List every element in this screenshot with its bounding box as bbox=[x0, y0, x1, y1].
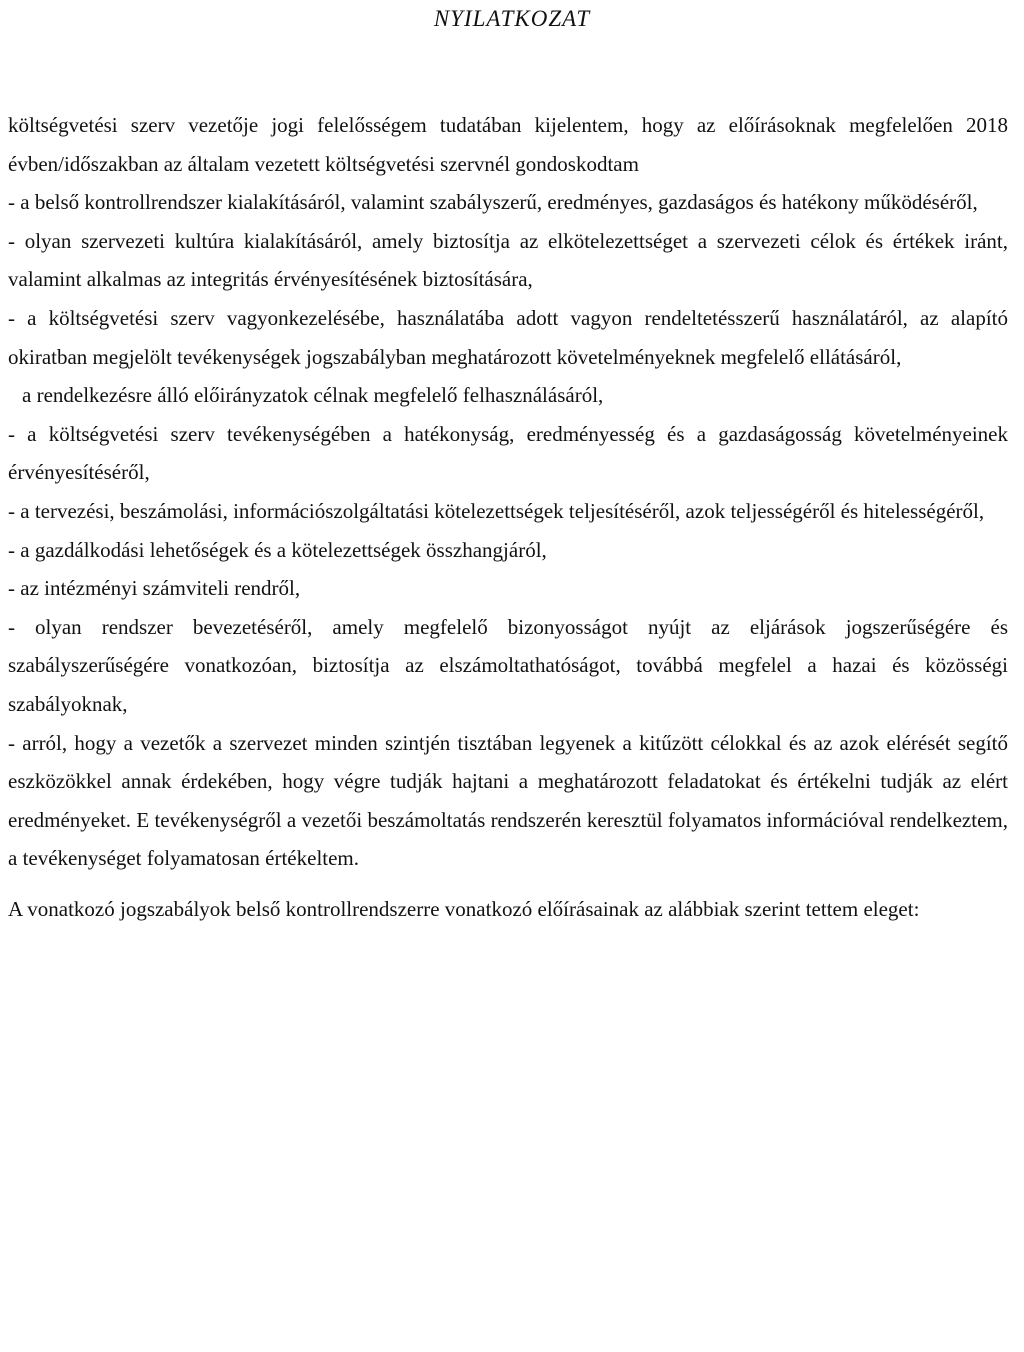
paragraph-item: - a költségvetési szerv tevékenységében a hatékonyság, eredményesség és a gazdaságosság követelményeinek érvényesítéséről, bbox=[8, 421, 1008, 485]
paragraph-item: a rendelkezésre álló előirányzatok célnak megfelelő felhasználásáról, bbox=[22, 383, 604, 408]
paragraph-item: - olyan szervezeti kultúra kialakításáról, amely biztosítja az elkötelezettséget a szervezeti célok és értékek iránt, valamint alkalmas az integritás érvényesítésének biztosítására, bbox=[8, 228, 1008, 292]
paragraph-item: - a belső kontrollrendszer kialakításáról, valamint szabályszerű, eredményes, gazdaságos és hatékony működéséről, bbox=[8, 190, 978, 215]
paragraph-item: - arról, hogy a vezetők a szervezet minden szintjén tisztában legyenek a kitűzött célokkal és az azok elérését segítő eszközökkel annak érdekében, hogy végre tudják hajtani a meghatározott feladatokat és értékelni tudják az elért eredményeket. E tevékenységről a vezetői beszámoltatás rendszerén keresztül folyamatos információval rendelkeztem, a tevékenységet folyamatosan értékeltem. bbox=[8, 730, 1008, 871]
paragraph-item: - olyan rendszer bevezetéséről, amely megfelelő bizonyosságot nyújt az eljárások jogszerűségére és szabályszerűségére vonatkozóan, biztosítja az elszámoltathatóságot, továbbá megfelel a hazai és közösségi szabályoknak, bbox=[8, 614, 1008, 716]
document-title: NYILATKOZAT bbox=[433, 6, 591, 31]
paragraph-closing: A vonatkozó jogszabályok belső kontrollrendszerre vonatkozó előírásainak az alábbiak szerint tettem eleget: bbox=[8, 896, 920, 921]
paragraph-item: - a gazdálkodási lehetőségek és a kötelezettségek összhangjáról, bbox=[8, 537, 547, 562]
document-body bbox=[8, 106, 1008, 928]
paragraph-item: - a költségvetési szerv vagyonkezelésébe, használatába adott vagyon rendeltetésszerű használatáról, az alapító okiratban megjelölt tevékenységek jogszabályban meghatározott követelményeknek megfelelő ellátásáról, bbox=[8, 305, 1008, 369]
paragraph-intro: költségvetési szerv vezetője jogi felelősségem tudatában kijelentem, hogy az előírásoknak megfelelően 2018 évben/időszakban az általam vezetett költségvetési szervnél gondoskodtam bbox=[8, 113, 1008, 176]
paragraph-item: - az intézményi számviteli rendről, bbox=[8, 576, 301, 601]
paragraph-item: - a tervezési, beszámolási, információszolgáltatási kötelezettségek teljesítéséről, azok teljességéről és hitelességéről, bbox=[8, 498, 985, 523]
